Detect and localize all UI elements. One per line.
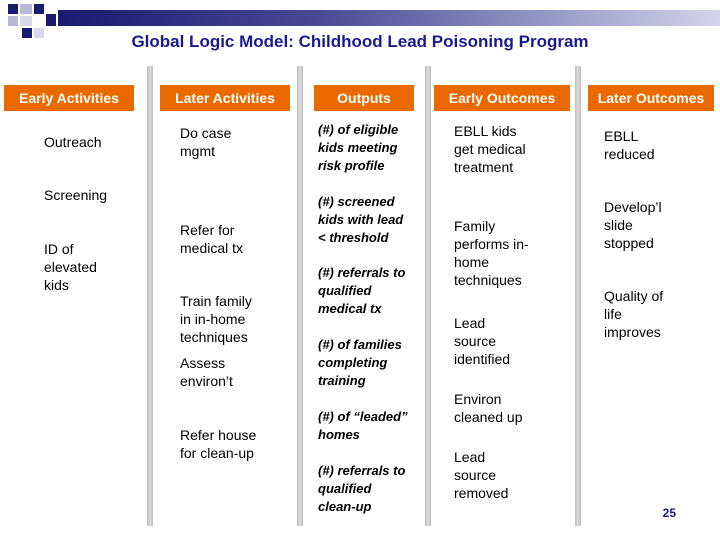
column-later-outcomes — [604, 127, 714, 527]
column-divider — [147, 66, 153, 526]
header-early-outcomes: Early Outcomes — [434, 85, 570, 111]
slide-title: Global Logic Model: Childhood Lead Poisoning Program — [131, 32, 589, 51]
list-item: ID of elevated kids — [44, 241, 97, 293]
header-later-outcomes: Later Outcomes — [588, 85, 714, 111]
header-outputs: Outputs — [314, 85, 414, 111]
decor-square — [8, 4, 18, 14]
list-item: Do case mgmt — [180, 125, 232, 159]
list-item: EBLL reduced — [604, 128, 655, 162]
column-early-outcomes — [454, 122, 572, 522]
list-item: Environ cleaned up — [454, 391, 523, 425]
list-item: (#) screened kids with lead < threshold — [318, 194, 404, 245]
header-later-activities: Later Activities — [160, 85, 290, 111]
column-divider — [575, 66, 581, 526]
list-item: Assess environ’t — [180, 355, 233, 389]
top-gradient-bar — [58, 10, 720, 26]
list-item: Quality of life improves — [604, 288, 664, 340]
list-item: Lead source removed — [454, 449, 509, 501]
list-item: (#) of eligible kids meeting risk profile — [318, 122, 399, 173]
decor-square — [20, 16, 32, 26]
column-divider — [425, 66, 431, 526]
list-item: Lead source identified — [454, 315, 511, 367]
list-item: Outreach — [44, 134, 102, 150]
list-item: Screening — [44, 187, 108, 203]
list-item: (#) of “leaded” homes — [318, 409, 408, 442]
column-divider — [297, 66, 303, 526]
list-item: Train family in in-home techniques — [180, 293, 252, 345]
list-item: (#) referrals to qualified medical tx — [318, 265, 406, 316]
list-item: Develop’l slide stopped — [604, 199, 662, 251]
list-item: Refer for medical tx — [180, 222, 244, 256]
column-later-activities — [180, 124, 294, 524]
list-item: (#) of families completing training — [318, 337, 402, 388]
column-early-activities — [44, 133, 144, 523]
decor-square — [46, 14, 56, 26]
column-outputs — [318, 121, 424, 521]
decor-square — [8, 16, 18, 26]
list-item: EBLL kids get medical treatment — [454, 123, 526, 175]
decor-square — [20, 4, 32, 14]
header-early-activities: Early Activities — [4, 85, 134, 111]
list-item: (#) referrals to qualified clean-up — [318, 463, 406, 514]
list-item: Family performs in- home techniques — [454, 218, 529, 288]
page-number: 25 — [662, 506, 676, 520]
list-item: Refer house for clean-up — [180, 427, 257, 461]
decor-square — [34, 4, 44, 14]
